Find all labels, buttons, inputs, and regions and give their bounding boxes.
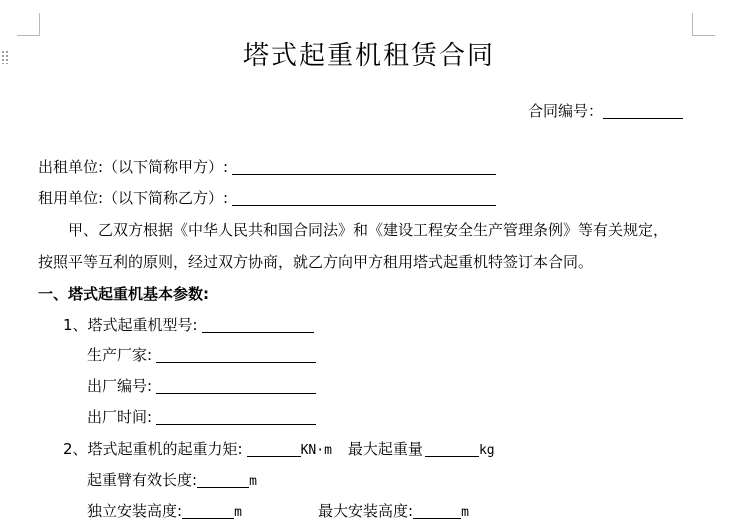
max-height-blank[interactable] (413, 502, 461, 519)
free-height-blank[interactable] (182, 502, 234, 519)
lifting-moment-unit: KN·m (300, 443, 332, 458)
lessor-blank[interactable] (232, 158, 496, 175)
lessor-line (38, 157, 496, 177)
free-height-line (87, 501, 242, 523)
lessee-line (38, 188, 496, 208)
crane-model-line (63, 315, 314, 335)
manufacturer-line (87, 345, 316, 365)
lessor-label: 出租单位:（以下简称甲方）: (38, 158, 229, 176)
factory-date-label: 出厂时间: (87, 408, 153, 426)
free-height-unit: m (234, 505, 242, 520)
max-height-line (318, 501, 469, 523)
contract-number-line (528, 101, 683, 121)
boom-length-line (87, 470, 257, 492)
factory-date-line (87, 407, 316, 427)
max-lift-blank[interactable] (425, 440, 479, 457)
manufacturer-blank[interactable] (156, 346, 316, 363)
intro-paragraph-line-2: 按照平等互利的原则，经过双方协商，就乙方向甲方租用塔式起重机特签订本合同。 (38, 253, 594, 271)
factory-number-blank[interactable] (156, 377, 316, 394)
lessee-label: 租用单位:（以下简称乙方）: (38, 189, 229, 207)
free-height-label: 独立安装高度: (87, 502, 183, 520)
factory-number-label: 出厂编号: (87, 377, 153, 395)
max-lift-label: 最大起重量 (347, 440, 423, 458)
crane-model-label: 1、塔式起重机型号: (63, 316, 198, 334)
manufacturer-label: 生产厂家: (87, 346, 153, 364)
max-height-label: 最大安装高度: (318, 502, 414, 520)
max-lift-unit: kg (478, 443, 495, 458)
factory-number-line (87, 376, 316, 396)
contract-number-label: 合同编号： (528, 102, 604, 120)
contract-number-blank[interactable] (603, 102, 683, 119)
boom-length-label: 起重臂有效长度: (87, 471, 198, 489)
lifting-moment-line (63, 439, 495, 461)
crop-mark-top-right (692, 13, 715, 36)
crop-mark-top-left (17, 13, 40, 36)
crane-model-blank[interactable] (202, 316, 314, 333)
lifting-moment-label: 2、塔式起重机的起重力矩: (63, 440, 243, 458)
boom-length-unit: m (249, 474, 257, 489)
intro-paragraph-line-1: 甲、乙双方根据《中华人民共和国合同法》和《建设工程安全生产管理条例》等有关规定， (68, 221, 669, 239)
section-1-heading: 一、塔式起重机基本参数: (38, 285, 209, 303)
lessee-blank[interactable] (232, 189, 496, 206)
lifting-moment-blank[interactable] (247, 440, 301, 457)
boom-length-blank[interactable] (197, 471, 249, 488)
factory-date-blank[interactable] (156, 408, 316, 425)
max-height-unit: m (461, 505, 469, 520)
document-title: 塔式起重机租赁合同 (242, 41, 495, 71)
